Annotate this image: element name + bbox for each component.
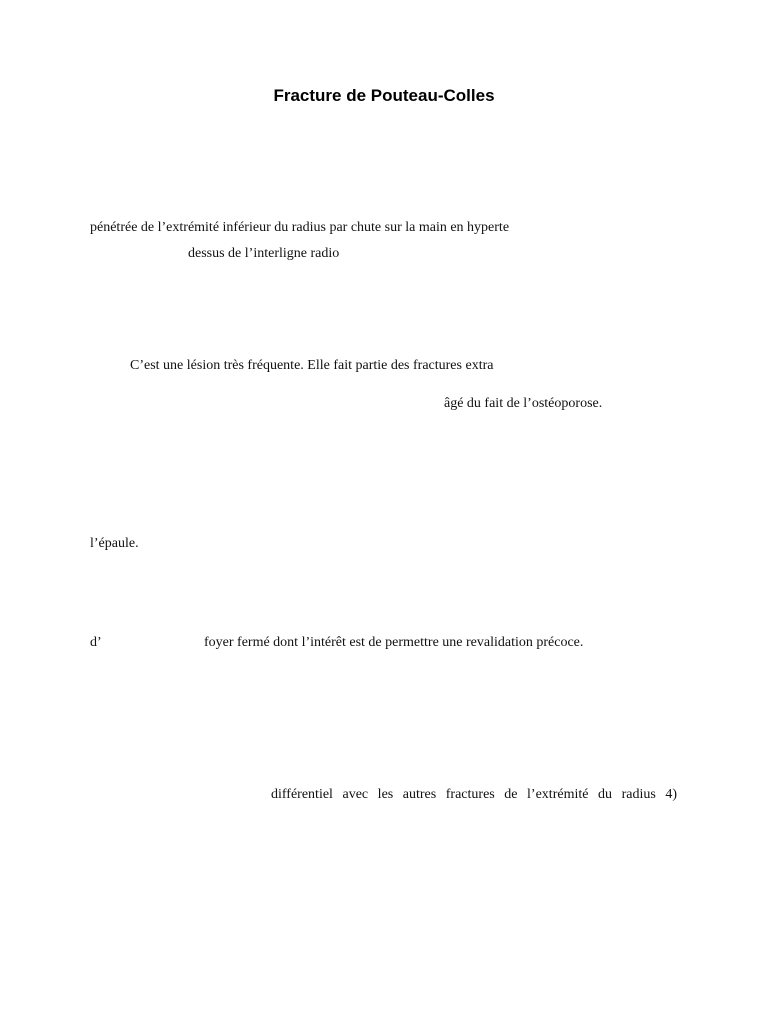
text-line-3: C’est une lésion très fréquente. Elle fait partie des fractures extra — [130, 358, 494, 373]
text-line-6: foyer fermé dont l’intérêt est de permettre une revalidation précoce. — [204, 635, 584, 650]
text-line-2: dessus de l’interligne radio — [188, 246, 340, 261]
text-line-6-fragment: d’ — [90, 635, 102, 650]
text-line-7: différentiel avec les autres fractures de l’extrémité du radius 4) — [271, 787, 677, 802]
text-line-5: l’épaule. — [90, 536, 139, 551]
page-title: Fracture de Pouteau-Colles — [273, 86, 495, 105]
text-line-4: âgé du fait de l’ostéoporose. — [444, 396, 603, 411]
text-line-1: pénétrée de l’extrémité inférieur du radius par chute sur la main en hyperte — [90, 220, 510, 235]
